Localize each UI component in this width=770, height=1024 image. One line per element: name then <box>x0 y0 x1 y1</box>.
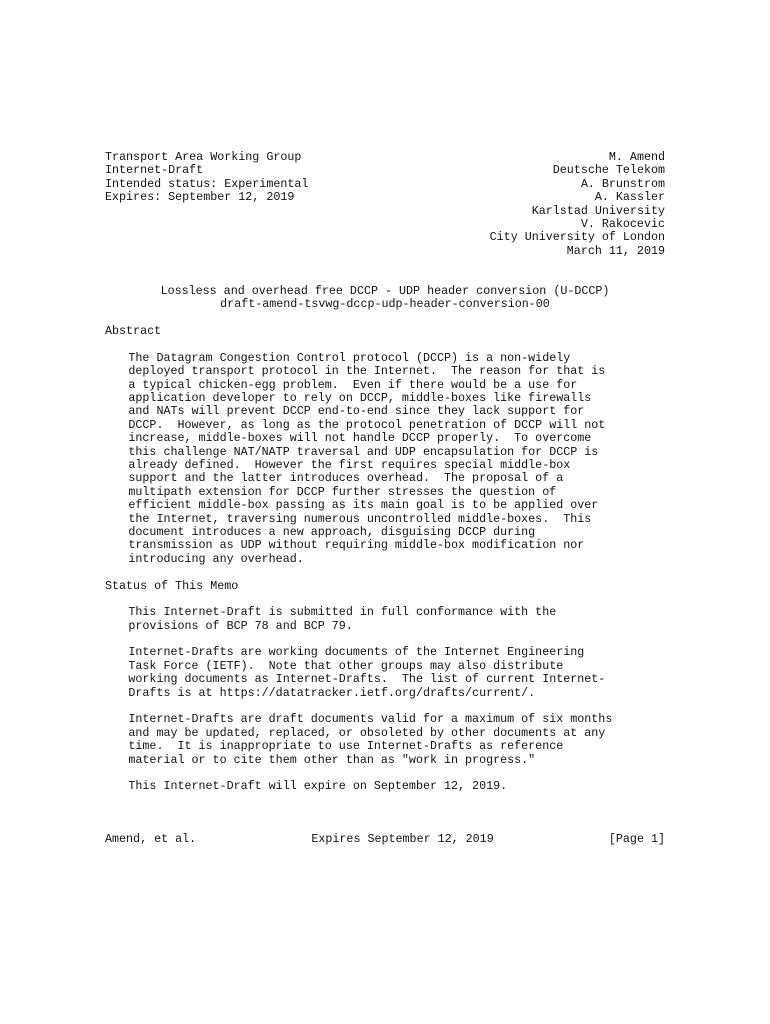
abstract-line: efficient middle-box passing as its main goal is to be applied over <box>128 498 599 513</box>
abstract-body <box>105 352 665 566</box>
header-right-line: A. Brunstrom <box>580 176 665 191</box>
header-left-line: Internet-Draft <box>105 163 204 178</box>
status-heading: Status of This Memo <box>105 578 239 593</box>
header-right-line: Deutsche Telekom <box>552 163 665 178</box>
header-right-line: Karlstad University <box>531 203 665 218</box>
header-right-line: A. Kassler <box>594 190 665 205</box>
status-line: This Internet-Draft will expire on September 12, 2019. <box>128 779 508 794</box>
abstract-line: multipath extension for DCCP further stresses the question of <box>128 484 557 499</box>
abstract-line: the Internet, traversing numerous uncontrolled middle-boxes. This <box>128 511 592 526</box>
footer-expiry: Expires September 12, 2019 <box>311 832 494 846</box>
header-left-line: Expires: September 12, 2019 <box>105 190 295 205</box>
status-line: and may be updated, replaced, or obsoleted by other documents at any <box>128 725 606 740</box>
header-left-line: Transport Area Working Group <box>105 150 302 164</box>
status-line: time. It is inappropriate to use Internet-Drafts as reference <box>128 739 564 754</box>
header-row <box>105 191 665 204</box>
status-line: working documents as Internet-Drafts. The list of current Internet- <box>128 672 606 687</box>
abstract-line: already defined. However the first requires special middle-box <box>128 457 571 472</box>
header-right-line: V. Rakocevic <box>580 216 665 231</box>
header-row <box>105 151 665 164</box>
header-right-line: March 11, 2019 <box>566 243 665 258</box>
page-footer <box>105 833 665 846</box>
status-line: Drafts is at https://datatracker.ietf.org/drafts/current/. <box>128 685 536 700</box>
abstract-line: introducing any overhead. <box>128 551 304 566</box>
status-line: material or to cite them other than as "work in progress." <box>128 752 536 767</box>
document-draft-name: draft-amend-tsvwg-dccp-udp-header-conversion-00 <box>220 297 550 312</box>
abstract-line: transmission as UDP without requiring middle-box modification nor <box>128 538 585 553</box>
header-right-line: City University of London <box>489 230 665 245</box>
header-row <box>105 164 665 177</box>
abstract-line: a typical chicken-egg problem. Even if there would be a use for <box>128 377 578 392</box>
header-left-line: Intended status: Experimental <box>105 176 309 191</box>
document-page <box>105 151 665 794</box>
abstract-line: deployed transport protocol in the Internet. The reason for that is <box>128 364 606 379</box>
status-body <box>105 606 665 793</box>
abstract-line: support and the latter introduces overhead. The proposal of a <box>128 471 564 486</box>
abstract-line: The Datagram Congestion Control protocol (DCCP) is a non-widely <box>128 350 571 365</box>
abstract-line: application developer to rely on DCCP, middle-boxes like firewalls <box>128 391 592 406</box>
header-right-line: M. Amend <box>608 150 665 164</box>
status-line: provisions of BCP 78 and BCP 79. <box>128 618 353 633</box>
abstract-heading: Abstract <box>105 324 162 339</box>
footer-page-number: [Page 1] <box>608 832 665 846</box>
abstract-line: increase, middle-boxes will not handle DCCP properly. To overcome <box>128 431 592 446</box>
document-title: Lossless and overhead free DCCP - UDP header conversion (U-DCCP) <box>160 283 610 298</box>
status-line: This Internet-Draft is submitted in full conformance with the <box>128 605 557 620</box>
status-line: Task Force (IETF). Note that other groups may also distribute <box>128 658 564 673</box>
abstract-line: document introduces a new approach, disguising DCCP during <box>128 524 536 539</box>
abstract-line: and NATs will prevent DCCP end-to-end since they lack support for <box>128 404 585 419</box>
status-line: Internet-Drafts are working documents of the Internet Engineering <box>128 645 585 660</box>
abstract-line: DCCP. However, as long as the protocol penetration of DCCP will not <box>128 417 606 432</box>
status-line: Internet-Drafts are draft documents valid for a maximum of six months <box>128 712 613 727</box>
footer-authors: Amend, et al. <box>105 832 197 846</box>
abstract-line: this challenge NAT/NATP traversal and UDP encapsulation for DCCP is <box>128 444 599 459</box>
header-row <box>105 178 665 191</box>
